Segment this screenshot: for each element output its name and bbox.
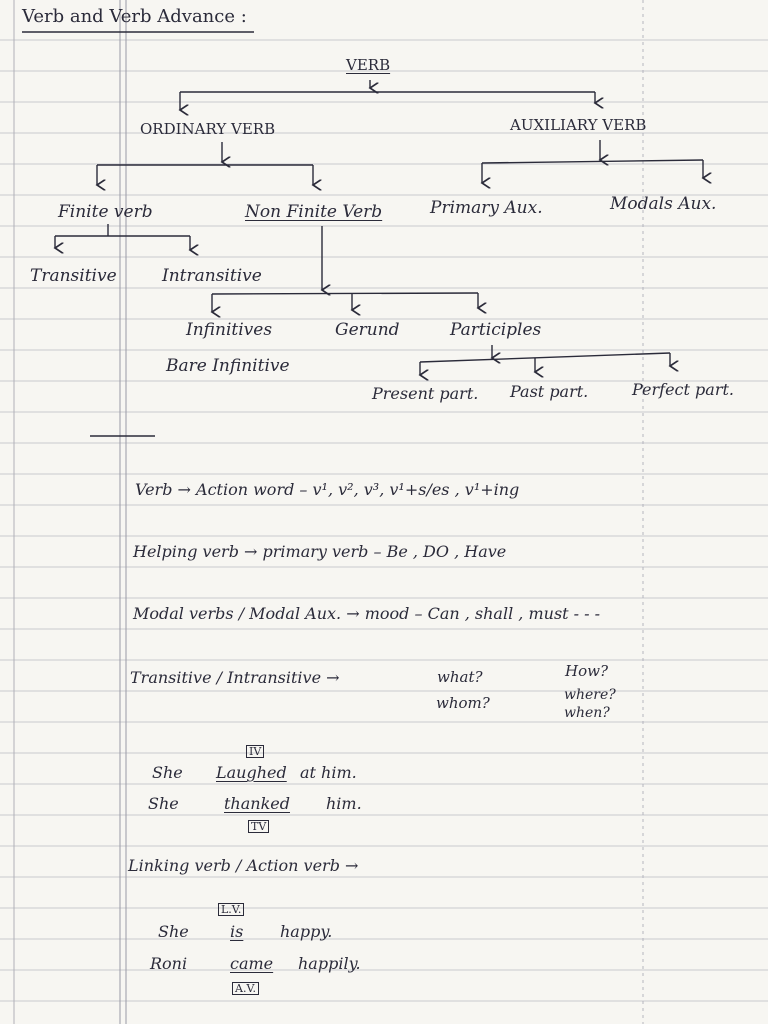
tag-action-verb: A.V.	[232, 982, 259, 995]
tree-node-past-part: Past part.	[510, 382, 589, 401]
note-question-whom: whom?	[436, 694, 490, 712]
note-transitive-intransitive: Transitive / Intransitive →	[130, 668, 340, 687]
example2-rest: him.	[326, 794, 362, 813]
example3-verb: is	[230, 922, 244, 941]
example4-rest: happily.	[298, 954, 361, 973]
example4-verb: came	[230, 954, 274, 973]
note-verb-definition: Verb → Action word – v¹, v², v³, v¹+s/es , v¹+ing	[135, 480, 520, 499]
example3-rest: happy.	[280, 922, 333, 941]
note-helping-verb: Helping verb → primary verb – Be , DO , Have	[133, 542, 507, 561]
example2-subject: She	[148, 794, 179, 813]
tree-node-primary-aux: Primary Aux.	[430, 198, 543, 218]
tree-node-modals-aux: Modals Aux.	[610, 194, 717, 214]
example1-rest: at him.	[300, 763, 357, 782]
note-question-when: when?	[564, 705, 610, 721]
tree-node-infinitives: Infinitives	[186, 320, 273, 340]
example4-subject: Roni	[150, 954, 188, 973]
note-linking-action: Linking verb / Action verb →	[128, 856, 359, 875]
example1-subject: She	[152, 763, 183, 782]
tree-node-auxiliary-verb: AUXILIARY VERB	[510, 116, 647, 134]
tag-linking-verb: L.V.	[218, 903, 244, 916]
tree-node-intransitive: Intransitive	[162, 266, 262, 286]
note-question-what: what?	[437, 668, 483, 686]
tree-node-finite-verb: Finite verb	[58, 202, 153, 222]
tree-node-non-finite-verb: Non Finite Verb	[245, 202, 383, 222]
example3-subject: She	[158, 922, 189, 941]
example1-verb: Laughed	[216, 763, 287, 782]
tree-node-participles: Participles	[450, 320, 542, 340]
note-question-how: How?	[565, 662, 608, 680]
example2-verb: thanked	[224, 794, 290, 813]
note-question-where: where?	[564, 687, 616, 703]
tag-intransitive-verb: IV	[246, 745, 264, 758]
tree-node-gerund: Gerund	[335, 320, 400, 340]
page-title: Verb and Verb Advance :	[22, 6, 247, 27]
tree-node-transitive: Transitive	[30, 266, 117, 286]
tree-node-perfect-part: Perfect part.	[632, 380, 734, 399]
note-modal-verbs: Modal verbs / Modal Aux. → mood – Can , shall , must - - -	[133, 604, 601, 623]
tree-node-present-part: Present part.	[372, 384, 479, 403]
tree-node-ordinary-verb: ORDINARY VERB	[140, 120, 276, 138]
tag-transitive-verb: TV	[248, 820, 269, 833]
tree-node-bare-infinitive: Bare Infinitive	[166, 356, 290, 376]
tree-node-verb: VERB	[346, 56, 391, 74]
